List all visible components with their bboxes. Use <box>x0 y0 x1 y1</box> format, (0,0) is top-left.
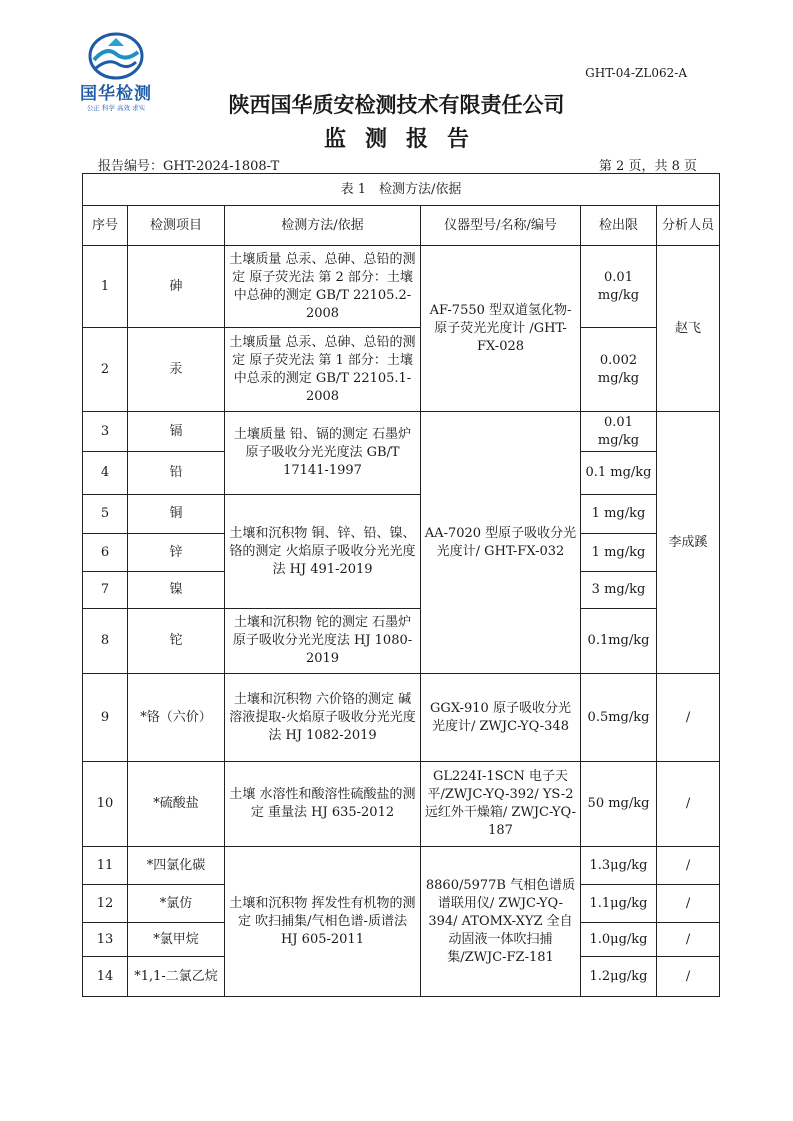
row-limit: 0.01 mg/kg <box>581 412 657 452</box>
row-method: 土壤和沉积物 铊的测定 石墨炉原子吸收分光光度法 HJ 1080-2019 <box>225 609 421 674</box>
row-item: *氯甲烷 <box>128 923 225 957</box>
row-item: 铅 <box>128 452 225 495</box>
table-row <box>83 328 720 412</box>
table-row <box>83 847 720 885</box>
header-analyst: 分析人员 <box>657 206 720 246</box>
row-seq: 7 <box>83 572 128 609</box>
header-seq: 序号 <box>83 206 128 246</box>
row-method: 土壤质量 总汞、总砷、总铅的测定 原子荧光法 第 2 部分：土壤中总砷的测定 GB/T 22105.2-2008 <box>225 246 421 328</box>
header-instrument: 仪器型号/名称/编号 <box>421 206 581 246</box>
logo-slogan: 公正 科学 高效 求实 <box>86 104 146 112</box>
row-limit: 1 mg/kg <box>581 534 657 572</box>
row-limit: 0.1mg/kg <box>581 609 657 674</box>
row-method: 土壤和沉积物 挥发性有机物的测定 吹扫捕集/气相色谱-质谱法 HJ 605-2011 <box>225 847 421 997</box>
row-item: 锌 <box>128 534 225 572</box>
row-analyst: 李成蹊 <box>657 412 720 674</box>
company-name: 陕西国华质安检测技术有限责任公司 <box>228 93 565 117</box>
row-item: 铊 <box>128 609 225 674</box>
row-seq: 4 <box>83 452 128 495</box>
row-limit: 1.1μg/kg <box>581 885 657 923</box>
row-limit: 1 mg/kg <box>581 495 657 534</box>
table-header-row <box>83 206 720 246</box>
row-seq: 12 <box>83 885 128 923</box>
row-method: 土壤和沉积物 六价铬的测定 碱溶液提取-火焰原子吸收分光光度法 HJ 1082-2019 <box>225 674 421 762</box>
table-caption: 表 1 检测方法/依据 <box>83 174 720 206</box>
row-analyst: / <box>657 885 720 923</box>
table-row <box>83 762 720 847</box>
row-item: 镉 <box>128 412 225 452</box>
row-item: 镍 <box>128 572 225 609</box>
row-limit: 0.1 mg/kg <box>581 452 657 495</box>
row-analyst: / <box>657 674 720 762</box>
row-seq: 9 <box>83 674 128 762</box>
document-code: GHT-04-ZL062-A <box>585 66 687 80</box>
method-table <box>82 173 720 997</box>
row-seq: 6 <box>83 534 128 572</box>
page-counter: 第 2 页，共 8 页 <box>598 159 697 174</box>
table-row <box>83 495 720 534</box>
row-seq: 13 <box>83 923 128 957</box>
row-item: 砷 <box>128 246 225 328</box>
row-limit: 50 mg/kg <box>581 762 657 847</box>
row-instrument: GGX-910 原子吸收分光光度计/ ZWJC-YQ-348 <box>421 674 581 762</box>
row-instrument: AF-7550 型双道氢化物-原子荧光光度计 /GHT-FX-028 <box>421 246 581 412</box>
row-seq: 14 <box>83 957 128 997</box>
report-number: 报告编号：GHT-2024-1808-T <box>98 159 280 174</box>
report-title: 监测报告 <box>323 127 488 152</box>
row-seq: 1 <box>83 246 128 328</box>
row-seq: 5 <box>83 495 128 534</box>
header-method: 检测方法/依据 <box>225 206 421 246</box>
row-item: 汞 <box>128 328 225 412</box>
logo-emblem-icon <box>84 30 148 80</box>
row-limit: 0.5mg/kg <box>581 674 657 762</box>
row-analyst: / <box>657 762 720 847</box>
row-seq: 8 <box>83 609 128 674</box>
header-item: 检测项目 <box>128 206 225 246</box>
logo-text: 国华检测 <box>80 84 152 104</box>
row-limit: 3 mg/kg <box>581 572 657 609</box>
row-method: 土壤和沉积物 铜、锌、铅、镍、铬的测定 火焰原子吸收分光光度法 HJ 491-2019 <box>225 495 421 609</box>
row-seq: 10 <box>83 762 128 847</box>
table-row <box>83 674 720 762</box>
row-limit: 1.0μg/kg <box>581 923 657 957</box>
row-seq: 3 <box>83 412 128 452</box>
row-seq: 11 <box>83 847 128 885</box>
row-method: 土壤质量 铅、镉的测定 石墨炉原子吸收分光光度法 GB/T 17141-1997 <box>225 412 421 495</box>
row-item: *硫酸盐 <box>128 762 225 847</box>
row-instrument: GL224I-1SCN 电子天平/ZWJC-YQ-392/ YS-2 远红外干燥箱/ ZWJC-YQ-187 <box>421 762 581 847</box>
table-row <box>83 609 720 674</box>
row-limit: 1.2μg/kg <box>581 957 657 997</box>
row-limit: 0.002 mg/kg <box>581 328 657 412</box>
row-analyst: 赵飞 <box>657 246 720 412</box>
row-seq: 2 <box>83 328 128 412</box>
table-row <box>83 246 720 328</box>
table-row <box>83 412 720 452</box>
row-instrument: 8860/5977B 气相色谱质谱联用仪/ ZWJC-YQ-394/ ATOMX-XYZ 全自动固液一体吹扫捕集/ZWJC-FZ-181 <box>421 847 581 997</box>
row-limit: 0.01 mg/kg <box>581 246 657 328</box>
row-analyst: / <box>657 957 720 997</box>
row-item: *铬（六价） <box>128 674 225 762</box>
row-analyst: / <box>657 923 720 957</box>
row-limit: 1.3μg/kg <box>581 847 657 885</box>
row-analyst: / <box>657 847 720 885</box>
row-method: 土壤质量 总汞、总砷、总铅的测定 原子荧光法 第 1 部分：土壤中总汞的测定 GB/T 22105.1-2008 <box>225 328 421 412</box>
header-limit: 检出限 <box>581 206 657 246</box>
row-item: 铜 <box>128 495 225 534</box>
row-item: *四氯化碳 <box>128 847 225 885</box>
row-method: 土壤 水溶性和酸溶性硫酸盐的测定 重量法 HJ 635-2012 <box>225 762 421 847</box>
row-instrument: AA-7020 型原子吸收分光光度计/ GHT-FX-032 <box>421 412 581 674</box>
row-item: *1,1-二氯乙烷 <box>128 957 225 997</box>
row-item: *氯仿 <box>128 885 225 923</box>
